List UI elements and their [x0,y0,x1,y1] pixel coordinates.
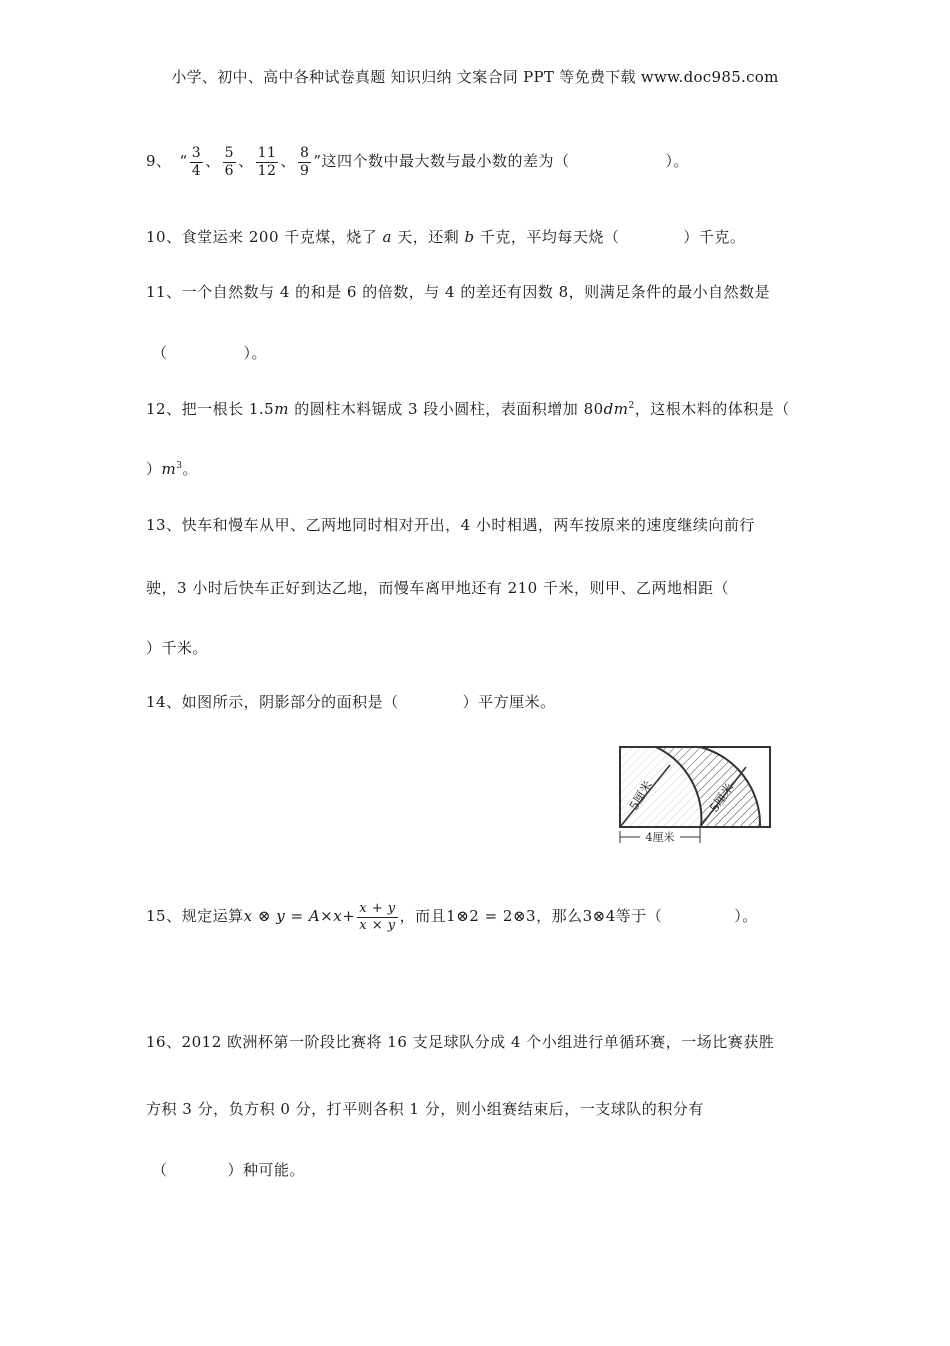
question-text: 方积 3 分，负方积 0 分，打平则各积 1 分，则小组赛结束后，一支球队的积分有 [146,1100,704,1118]
answer-close: ）。 [243,344,268,362]
answer-close: ）。 [665,152,690,171]
question-text: ）千克。 [683,228,746,246]
question-text: 13、快车和慢车从甲、乙两地同时相对开出，4 小时相遇，两车按原来的速度继续向前行 [146,516,755,534]
question-14 [146,691,556,712]
question-13-line2 [146,577,729,598]
figure-svg [596,741,786,859]
formula-fraction: $\frac{x + y}{x \times y}$ [359,901,396,933]
unit-m3: m [161,460,177,478]
punctuation: 。 [182,460,198,478]
question-text: 12、把一根长 1.5 [146,400,275,418]
question-text: 14、如图所示，阴影部分的面积是（ [146,693,399,711]
question-text: 11、一个自然数与 4 的和是 6 的倍数，与 4 的差还有因数 8，则满足条件的最小自然数是 [146,283,771,301]
question-text: ）平方厘米。 [462,693,556,711]
question-text: ，那么 [536,907,583,926]
separator: 、 [205,152,221,171]
question-text: 驶，3 小时后快车正好到达乙地，而慢车离甲地还有 210 千米，则甲、乙两地相距（ [146,579,729,597]
var-A: A [308,907,321,926]
label-bottom-width: 4厘米 [645,831,675,844]
answer-open: （ [152,1161,168,1179]
question-text: ）千米。 [146,639,209,657]
otimes-symbol: ⊗ [257,907,271,926]
question-text: 15、规定运算 [146,907,244,926]
answer-open: （ [152,344,168,362]
answer-close: ）。 [734,907,758,926]
times-symbol: × [320,907,334,926]
page-header: 小学、初中、高中各种试卷真题 知识归纳 文案合同 PPT 等免费下载 www.doc985.com [171,68,779,86]
question-text: ，而且 [399,907,447,926]
question-15 [146,902,758,932]
question-9 [146,146,689,178]
question-text: ，这根木料的体积是（ [634,400,790,418]
plus-symbol: + [342,907,356,926]
label-left-radius: 5厘米 [626,778,656,813]
question-11-answer [152,342,267,363]
variable-a: a [382,228,392,246]
question-16-line3 [152,1159,305,1180]
question-text: 千克，平均每天烧（ [474,228,620,246]
fraction-5-6: $\frac{5}{6}$ [224,145,235,179]
answer-close: ） [146,460,162,478]
question-text: 16、2012 欧洲杯第一阶段比赛将 16 支足球队分成 4 个小组进行单循环赛，一场比赛获胜 [146,1033,775,1051]
fraction-3-4: $\frac{3}{4}$ [191,145,202,179]
fraction-11-12: $\frac{11}{12}$ [257,145,277,179]
quote-mark: “ [179,152,188,171]
shaded-area-figure [596,741,786,859]
question-13-line3 [146,637,208,658]
question-13 [146,514,755,535]
superscript-3: 3 [176,461,183,471]
separator: 、 [238,152,254,171]
var-x: x [243,907,253,926]
question-text: 天，还剩 [391,228,465,246]
question-16 [146,1031,774,1052]
question-12-answer [146,458,198,479]
question-11 [146,281,770,302]
question-text: 的圆柱木料锯成 3 段小圆柱，表面积增加 80 [288,400,604,418]
var-y: y [276,907,286,926]
unit-dm: dm [603,400,629,418]
label-right-radius: 5厘米 [706,780,737,815]
question-16-line2 [146,1098,704,1119]
question-text: 10、食堂运来 200 千克煤，烧了 [146,228,383,246]
var-x: x [333,907,343,926]
unit-m: m [274,400,289,418]
question-text: ”这四个数中最大数与最小数的差为（ [313,152,570,171]
variable-b: b [464,228,475,246]
question-number: 9、 [146,152,172,171]
condition: 1⊗2 = 2⊗3 [446,907,537,926]
equals: = [290,907,304,926]
asked-expression: 3⊗4 [582,907,616,926]
question-10 [146,226,745,247]
superscript-2: 2 [628,401,635,411]
question-text: ）种可能。 [227,1161,306,1179]
question-text: 等于（ [615,907,663,926]
separator: 、 [280,152,296,171]
fraction-8-9: $\frac{8}{9}$ [299,145,310,179]
question-12 [146,398,790,419]
